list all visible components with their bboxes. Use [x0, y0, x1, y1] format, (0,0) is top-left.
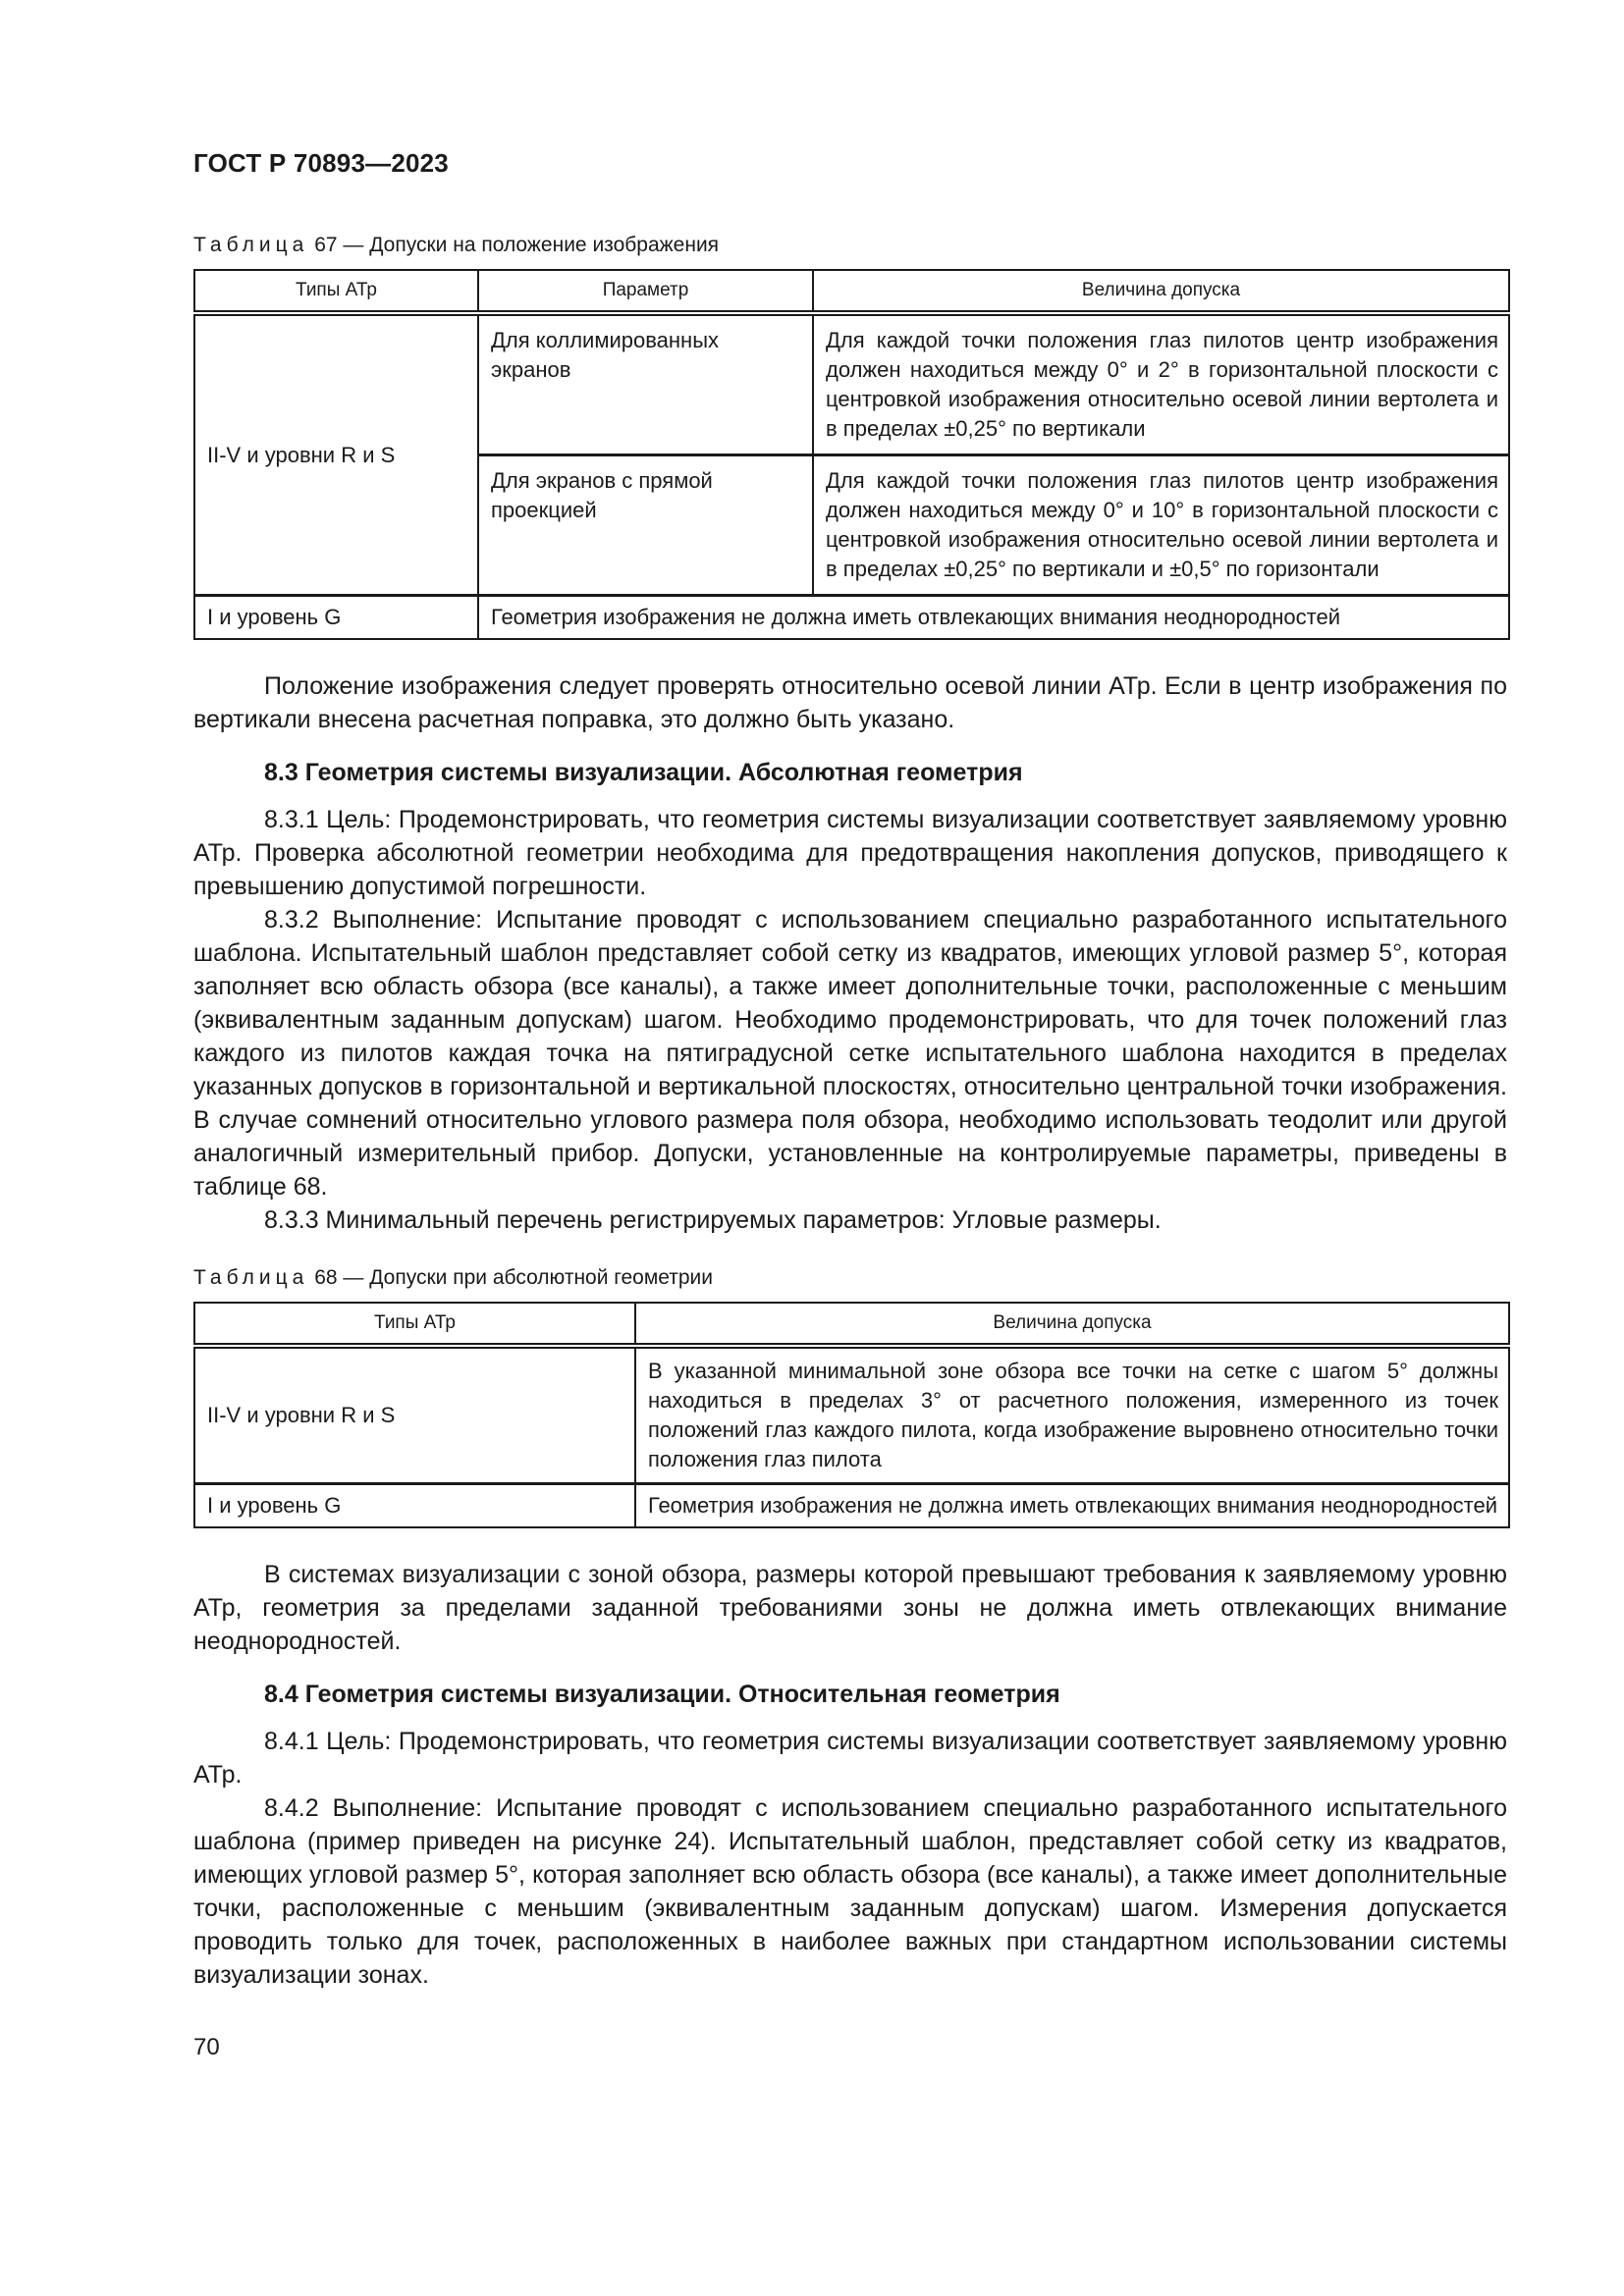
table-67-col-param: Параметр	[478, 270, 813, 313]
table-67-param-cell: Для коллимированных экранов	[478, 313, 813, 455]
table-67-type-cell: I и уровень G	[194, 596, 478, 640]
table-row	[194, 313, 1509, 455]
table-68-col-value: Величина допуска	[635, 1303, 1509, 1346]
paragraph-image-position: Положение изображения следует проверять относительно осевой линии АТр. Если в центр изображения по вертикали внесена расчетная поправка, это должно быть указано.	[193, 672, 1507, 733]
paragraph-8-3-1: 8.3.1 Цель: Продемонстрировать, что геометрия системы визуализации соответствует заявляемому уровню АТр. Проверка абсолютной геометрии необходима для предотвращения накопления допусков, приводящего к превышению допустимой погрешности.	[193, 806, 1507, 900]
table-67-header-row	[194, 270, 1509, 313]
page-number: 70	[193, 2034, 220, 2060]
table-68-caption-word: Таблица	[193, 1266, 309, 1289]
table-68-caption-text: 68 — Допуски при абсолютной геометрии	[314, 1266, 714, 1289]
table-row	[194, 1484, 1509, 1528]
table-row	[194, 596, 1509, 640]
paragraph-8-4-1: 8.4.1 Цель: Продемонстрировать, что геометрия системы визуализации соответствует заявляемому уровню АТр.	[193, 1728, 1507, 1789]
table-67-param-cell: Для экранов с прямой проекцией	[478, 455, 813, 596]
paragraph-8-4-2: 8.4.2 Выполнение: Испытание проводят с использованием специально разработанного испытательного шаблона (пример приведен на рисунке 24). Испытательный шаблон, представляет собой сетку из квадратов, имеющих угловой размер 5°, которая заполняет всю область обзора (все каналы), а также имеет дополнительные точки, расположенные с меньшим (эквивалентным заданным допускам) шагом. Измерения допускается проводить только для точек, расположенных в наиболее важных при стандартном использовании системы визуализации зонах.	[193, 1794, 1507, 1989]
table-68-col-type: Типы АТр	[194, 1303, 635, 1346]
table-row	[194, 1346, 1509, 1484]
table-68-caption	[193, 1264, 1507, 1292]
table-68-type-cell: I и уровень G	[194, 1484, 635, 1528]
paragraph-8-3-2: 8.3.2 Выполнение: Испытание проводят с использованием специально разработанного испытательного шаблона. Испытательный шаблон представляет собой сетку из квадратов, имеющих угловой размер 5°, которая заполняет всю область обзора (все каналы), а также имеет дополнительные точки, расположенные с меньшим (эквивалентным заданным допускам) шагом. Необходимо продемонстрировать, что для точек положений глаз каждого из пилотов каждая точка на пятиградусной сетке испытательного шаблона находится в пределах указанных допусков в горизонтальной и вертикальной плоскостях, относительно центральной точки изображения. В случае сомнений относительно углового размера поля обзора, необходимо использовать теодолит или другой аналогичный измерительный прибор. Допуски, установленные на контролируемые параметры, приведены в таблице 68.	[193, 906, 1507, 1201]
document-page	[193, 147, 1507, 2062]
section-8-3-heading: 8.3 Геометрия системы визуализации. Абсолютная геометрия	[264, 759, 1023, 786]
table-67-col-type: Типы АТр	[194, 270, 478, 313]
table-68-value-cell: В указанной минимальной зоне обзора все точки на сетке с шагом 5° должны находиться в пределах 3° от расчетного положения, измеренного из точек положений глаз каждого пилота, когда изображение выровнено относительно точки положения глаз пилота	[635, 1346, 1509, 1484]
table-67-col-value: Величина допуска	[813, 270, 1509, 313]
paragraph-outside-zone: В системах визуализации с зоной обзора, размеры которой превышают требования к заявляемому уровню АТр, геометрия за пределами заданной требованиями зоны не должна иметь отвлекающих внимание неоднородностей.	[193, 1561, 1507, 1655]
table-67-value-cell: Для каждой точки положения глаз пилотов центр изображения должен находиться между 0° и 10° в горизонтальной плоскости с центровкой изображения относительно осевой линии вертолета и в пределах ±0,25° по вертикали и ±0,5° по горизонтали	[813, 455, 1509, 596]
table-68-value-cell: Геометрия изображения не должна иметь отвлекающих внимания неоднородностей	[635, 1484, 1509, 1528]
table-68	[193, 1302, 1510, 1528]
table-67-merged-value-cell: Геометрия изображения не должна иметь отвлекающих внимания неоднородностей	[478, 596, 1509, 640]
table-67-type-cell: II-V и уровни R и S	[194, 313, 478, 596]
paragraph-8-3-3: 8.3.3 Минимальный перечень регистрируемых параметров: Угловые размеры.	[264, 1206, 1162, 1234]
section-8-4-heading: 8.4 Геометрия системы визуализации. Относительная геометрия	[264, 1681, 1060, 1708]
document-header: ГОСТ Р 70893—2023	[193, 148, 449, 178]
table-68-type-cell: II-V и уровни R и S	[194, 1346, 635, 1484]
table-67	[193, 269, 1510, 640]
table-67-caption-word: Таблица	[193, 234, 309, 256]
table-68-header-row	[194, 1303, 1509, 1346]
table-67-caption	[193, 232, 1507, 259]
table-67-value-cell: Для каждой точки положения глаз пилотов центр изображения должен находиться между 0° и 2° в горизонтальной плоскости с центровкой изображения относительно осевой линии вертолета и в пределах ±0,25° по вертикали	[813, 313, 1509, 455]
table-67-caption-text: 67 — Допуски на положение изображения	[314, 234, 720, 256]
